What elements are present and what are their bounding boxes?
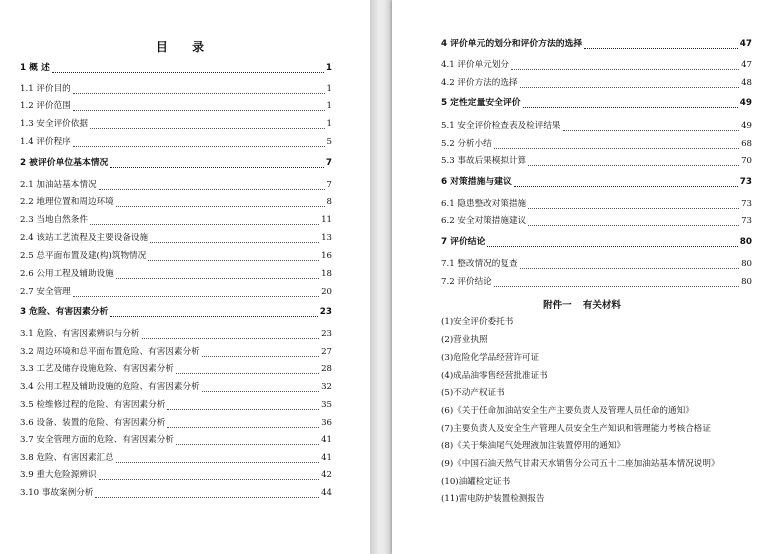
toc-leader-dots — [95, 490, 319, 498]
toc-page-number: 80 — [741, 259, 752, 269]
toc-page-number: 32 — [321, 382, 332, 392]
toc-entry-title: 2.5 总平面布置及建(构)筑物情况 — [20, 251, 147, 261]
toc-leader-dots — [116, 271, 319, 279]
toc-section-entry — [20, 364, 332, 375]
toc-page-number: 73 — [741, 199, 752, 209]
toc-page-number: 35 — [321, 400, 332, 410]
toc-section-entry — [20, 269, 332, 280]
toc-page-number: 7 — [325, 158, 332, 168]
toc-page-number: 47 — [739, 39, 752, 49]
toc-entry-title: 1 概 述 — [20, 63, 50, 73]
toc-leader-dots — [528, 218, 739, 226]
toc-leader-dots — [73, 103, 325, 111]
toc-section-entry — [20, 197, 332, 208]
toc-page-number: 36 — [321, 418, 332, 428]
toc-page-number: 48 — [741, 78, 752, 88]
toc-entry-title: 4 评价单元的划分和评价方法的选择 — [441, 39, 583, 49]
toc-chapter-entry — [441, 237, 752, 248]
appendix-item: (3)危险化学品经营许可证 — [441, 353, 540, 363]
toc-page-number: 1 — [326, 119, 332, 129]
toc-entry-title: 1.1 评价目的 — [20, 84, 71, 94]
toc-page-number: 1 — [325, 63, 332, 73]
toc-section-entry — [441, 277, 752, 288]
toc-chapter-entry — [441, 98, 752, 109]
toc-entry-title: 2 被评价单位基本情况 — [20, 158, 109, 168]
toc-entry-title: 2.2 地理位置和周边环境 — [20, 197, 114, 207]
toc-section-entry — [20, 418, 332, 429]
toc-section-entry — [441, 156, 752, 167]
toc-section-entry — [441, 259, 752, 270]
toc-page-number: 11 — [321, 215, 332, 225]
toc-section-entry — [20, 347, 332, 358]
toc-entry-title: 7.1 整改情况的复查 — [441, 259, 518, 269]
appendix-item: (5)不动产权证书 — [441, 388, 505, 398]
toc-leader-dots — [528, 158, 739, 166]
toc-page-left — [0, 0, 370, 554]
toc-page-number: 5 — [326, 137, 332, 147]
toc-entry-title: 3.8 危险、有害因素汇总 — [20, 453, 114, 463]
appendix-item: (6)《关于任命加油站安全生产主要负责人及管理人员任命的通知》 — [441, 406, 694, 416]
toc-page-number: 41 — [321, 453, 332, 463]
toc-leader-dots — [176, 437, 319, 445]
toc-leader-dots — [90, 217, 319, 225]
toc-page-number: 68 — [741, 139, 752, 149]
toc-entry-title: 5 定性定量安全评价 — [441, 98, 521, 108]
toc-leader-dots — [110, 309, 317, 317]
toc-section-entry — [20, 488, 332, 499]
toc-page-number: 27 — [321, 347, 332, 357]
appendix-item: (4)成品油零售经营批准证书 — [441, 371, 548, 381]
toc-leader-dots — [202, 384, 319, 392]
toc-leader-dots — [99, 472, 320, 480]
toc-page-number: 18 — [321, 269, 332, 279]
toc-leader-dots — [142, 331, 320, 339]
toc-page-number: 7 — [326, 180, 332, 190]
toc-entry-title: 2.3 当地自然条件 — [20, 215, 88, 225]
toc-leader-dots — [167, 420, 319, 428]
toc-leader-dots — [494, 141, 739, 149]
toc-entry-title: 7.2 评价结论 — [441, 277, 492, 287]
toc-leader-dots — [520, 261, 740, 269]
toc-section-entry — [20, 233, 332, 244]
toc-leader-dots — [150, 235, 319, 243]
toc-leader-dots — [563, 123, 740, 131]
toc-entry-title: 4.1 评价单元划分 — [441, 60, 509, 70]
toc-section-entry — [20, 329, 332, 340]
toc-page-right — [392, 0, 772, 554]
toc-page-number: 73 — [739, 177, 752, 187]
toc-section-entry — [20, 453, 332, 464]
toc-section-entry — [20, 470, 332, 481]
toc-section-entry — [20, 84, 332, 95]
toc-page-number: 20 — [321, 287, 332, 297]
appendix-item: (7)主要负责人及安全生产管理人员安全生产知识和管理能力考核合格证 — [441, 424, 711, 434]
toc-page-number: 8 — [326, 197, 332, 207]
toc-leader-dots — [528, 201, 739, 209]
toc-entry-title: 5.3 事故后果模拟计算 — [441, 156, 527, 166]
toc-entry-title: 6.2 安全对策措施建议 — [441, 216, 527, 226]
toc-leader-dots — [148, 253, 319, 261]
toc-section-entry — [20, 119, 332, 130]
toc-entry-title: 1.3 安全评价依据 — [20, 119, 88, 129]
appendix-title: 附件一 有关材料 — [543, 300, 621, 311]
toc-section-entry — [20, 101, 332, 112]
toc-entry-title: 2.7 安全管理 — [20, 287, 71, 297]
toc-page-number: 73 — [741, 216, 752, 226]
toc-section-entry — [20, 435, 332, 446]
appendix-item: (11)雷电防护装置检测报告 — [441, 494, 545, 504]
toc-leader-dots — [202, 349, 319, 357]
toc-section-entry — [441, 60, 752, 71]
toc-section-entry — [441, 139, 752, 150]
toc-entry-title: 1.2 评价范围 — [20, 101, 71, 111]
toc-entry-title: 3.5 检维修过程的危险、有害因素分析 — [20, 400, 166, 410]
toc-leader-dots — [520, 80, 740, 88]
toc-page-number: 41 — [321, 435, 332, 445]
toc-page-number: 44 — [321, 488, 332, 498]
toc-leader-dots — [514, 179, 738, 187]
toc-leader-dots — [73, 289, 319, 297]
toc-page-number: 1 — [326, 101, 332, 111]
toc-leader-dots — [116, 199, 325, 207]
toc-chapter-entry — [441, 39, 752, 50]
toc-entry-title: 1.4 评价程序 — [20, 137, 71, 147]
toc-leader-dots — [176, 366, 319, 374]
toc-leader-dots — [90, 121, 325, 129]
toc-section-entry — [20, 137, 332, 148]
toc-entry-title: 6 对策措施与建议 — [441, 177, 512, 187]
toc-entry-title: 3.1 危险、有害因素辨识与分析 — [20, 329, 140, 339]
toc-leader-dots — [99, 182, 325, 190]
toc-section-entry — [20, 215, 332, 226]
toc-leader-dots — [52, 65, 324, 73]
toc-section-entry — [20, 400, 332, 411]
toc-leader-dots — [110, 160, 324, 168]
toc-page-number: 49 — [739, 98, 752, 108]
toc-entry-title: 3.9 重大危险源辨识 — [20, 470, 97, 480]
toc-page-number: 16 — [321, 251, 332, 261]
toc-entry-title: 2.4 该站工艺流程及主要设备设施 — [20, 233, 149, 243]
appendix-item: (10)油罐检定证书 — [441, 477, 511, 487]
toc-chapter-entry — [20, 307, 332, 318]
toc-page-number: 23 — [321, 329, 332, 339]
toc-leader-dots — [523, 100, 738, 108]
toc-page-number: 23 — [319, 307, 332, 317]
toc-entry-title: 3.4 公用工程及辅助设施的危险、有害因素分析 — [20, 382, 200, 392]
appendix-item: (2)营业执照 — [441, 335, 488, 345]
toc-leader-dots — [167, 402, 319, 410]
toc-section-entry — [20, 287, 332, 298]
toc-entry-title: 3.2 周边环境和总平面布置危险、有害因素分析 — [20, 347, 200, 357]
appendix-item: (8)《关于柴油尾气处理液加注装置停用的通知》 — [441, 441, 626, 451]
toc-page-number: 80 — [739, 237, 752, 247]
toc-leader-dots — [584, 41, 738, 49]
toc-section-entry — [20, 251, 332, 262]
toc-page-number: 28 — [321, 364, 332, 374]
toc-entry-title: 5.2 分析小结 — [441, 139, 492, 149]
toc-chapter-entry — [20, 63, 332, 74]
toc-page-number: 1 — [326, 84, 332, 94]
toc-section-entry — [441, 78, 752, 89]
appendix-item: (1)安全评价委托书 — [441, 317, 514, 327]
toc-page-number: 70 — [741, 156, 752, 166]
toc-page-number: 47 — [741, 60, 752, 70]
toc-title: 目 录 — [155, 40, 215, 54]
toc-section-entry — [20, 180, 332, 191]
toc-entry-title: 4.2 评价方法的选择 — [441, 78, 518, 88]
toc-entry-title: 3 危险、有害因素分析 — [20, 307, 109, 317]
page-gutter — [370, 0, 392, 554]
toc-chapter-entry — [20, 158, 332, 169]
toc-section-entry — [441, 121, 752, 132]
toc-entry-title: 2.6 公用工程及辅助设施 — [20, 269, 114, 279]
toc-entry-title: 3.3 工艺及储存设施危险、有害因素分析 — [20, 364, 174, 374]
toc-leader-dots — [511, 62, 739, 70]
toc-leader-dots — [73, 139, 325, 147]
toc-page-number: 42 — [321, 470, 332, 480]
toc-entry-title: 6.1 隐患整改对策措施 — [441, 199, 527, 209]
toc-entry-title: 3.7 安全管理方面的危险、有害因素分析 — [20, 435, 174, 445]
toc-leader-dots — [487, 239, 737, 247]
toc-section-entry — [441, 199, 752, 210]
toc-leader-dots — [494, 279, 739, 287]
toc-leader-dots — [116, 455, 319, 463]
toc-entry-title: 5.1 安全评价检查表及检评结果 — [441, 121, 561, 131]
toc-entry-title: 2.1 加油站基本情况 — [20, 180, 97, 190]
toc-entry-title: 3.6 设备、装置的危险、有害因素分析 — [20, 418, 166, 428]
toc-leader-dots — [73, 86, 325, 94]
toc-entry-title: 3.10 事故案例分析 — [20, 488, 94, 498]
toc-page-number: 80 — [741, 277, 752, 287]
appendix-item: (9)《中国石油天然气甘肃天水销售分公司五十二座加油站基本情况说明》 — [441, 459, 720, 469]
toc-section-entry — [441, 216, 752, 227]
toc-page-number: 49 — [741, 121, 752, 131]
toc-entry-title: 7 评价结论 — [441, 237, 486, 247]
toc-section-entry — [20, 382, 332, 393]
toc-chapter-entry — [441, 177, 752, 188]
toc-page-number: 13 — [321, 233, 332, 243]
